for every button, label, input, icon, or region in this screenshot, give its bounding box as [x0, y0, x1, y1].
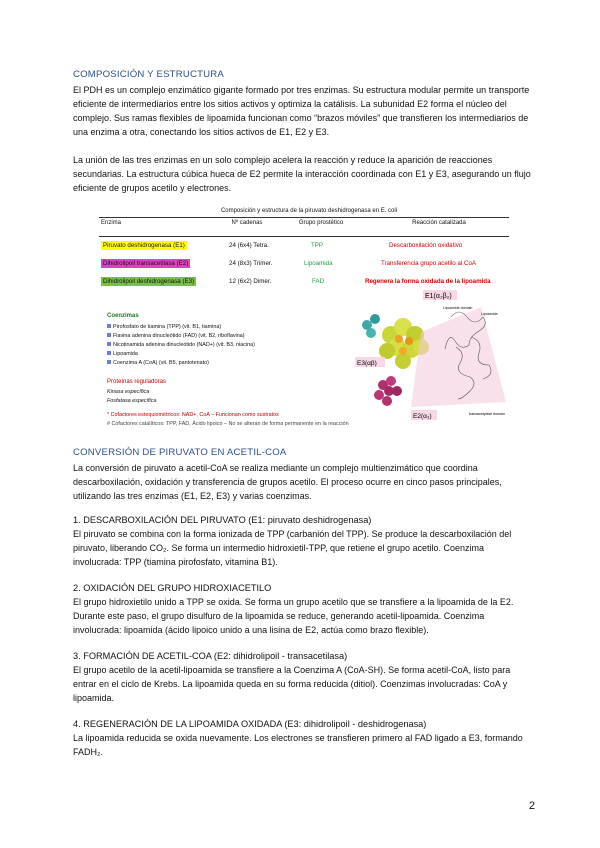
step-title: 1. DESCARBOXILACIÓN DEL PIRUVATO (E1: piruvato deshidrogenasa)	[73, 515, 372, 525]
e3-subunit-spheres	[362, 314, 380, 338]
section-title-composicion: COMPOSICIÓN Y ESTRUCTURA	[73, 69, 225, 80]
table-cell-enzyme: Dihidrolipoil transacetilasa (E2)	[103, 260, 189, 267]
table-cell-reaction: Descarboxilación oxidativo	[389, 242, 463, 249]
bullet-icon	[107, 342, 111, 346]
step-text: El grupo acetilo de la acetil-lipoamida se transfiere a la Coenzima A (CoA-SH). Se forma acetil-CoA, listo para entrar en el ciclo de Krebs. La lipoamida queda en su forma reducida (ditiol). Coenzimas involucradas: CoA y lipoamida.	[73, 665, 511, 703]
e1-label: E1(α₂β₂)	[425, 293, 452, 300]
coenzyme-item: Pirofosfato de tiamina (TPP) (vit. B1, tiamina)	[107, 324, 221, 331]
bullet-icon	[107, 351, 111, 355]
figure-note: # Cofactores catalíticos: TPP, FAD, Ácido lipoico – No se alteran de forma permanente en la reacción	[107, 421, 349, 427]
e2-magenta-spheres	[374, 376, 402, 406]
regulatory-item: Fosfatasa específica	[107, 398, 157, 404]
step-section	[73, 581, 535, 637]
paragraph: La unión de las tres enzimas en un solo complejo acelera la reacción y reduce la aparición de reacciones secundarias. La estructura cúbica hueca de E2 permite la interacción coordinada con E1 y E3, asegurando un flujo eficiente de grupos acetilo y electrones.	[73, 155, 531, 193]
table-cell-chains: 12 (6x2) Dimer.	[229, 278, 272, 285]
step-text: El piruvato se combina con la forma ionizada de TPP (carbanión del TPP). Se produce la descarboxilación del piruvato, liberando CO₂. Se forma un intermedio hidroxietil-TPP, que retiene el grupo acetilo. Coenzima involucrada: TPP (tiamina pirofosfato, vitamina B1).	[73, 529, 512, 567]
table-header: Enzima	[101, 220, 122, 226]
regulatory-item: Kinasa específica	[107, 389, 150, 395]
table-cell-reaction: Transferencia grupo acetilo al CoA	[381, 260, 477, 267]
table-header: Nº cadenas	[231, 220, 263, 226]
figure-title: Composición y estructura de la piruvato deshidrogenasa en E. coli	[220, 208, 398, 214]
coenzyme-item: Coenzima A (CoA) (vit. B5, pantotenato)	[107, 360, 209, 367]
step-section	[73, 717, 535, 759]
table-header: Grupo prostético	[298, 220, 344, 226]
table-cell-chains: 24 (6x4) Tetra.	[229, 242, 269, 249]
step-title: 2. OXIDACIÓN DEL GRUPO HIDROXIACETILO	[73, 583, 272, 593]
table-rule	[99, 236, 509, 237]
step-section	[73, 513, 535, 569]
table-cell-enzyme: Dihidrolipoil deshidrogenasa (E3)	[103, 278, 195, 285]
figure-note: * Cofactores estequiométricos: NAD+, CoA – Funcionan como sustratos	[107, 412, 279, 418]
step-title: 3. FORMACIÓN DE ACETIL-COA (E2: dihidrolipoil - transacetilasa)	[73, 651, 348, 661]
lipoamide-domain-label: Lipoamide domain	[443, 306, 473, 310]
lipoamide-label: Lipoamide	[481, 312, 498, 316]
coenzyme-item: Nicotinamida adenina dinucleótido (NAD+) (vit. B3, niacina)	[107, 342, 255, 349]
transacetylase-label: transacetylase domain	[469, 412, 505, 416]
coenzyme-item: Flavina adenina dinucleótido (FAD) (vit. B2, riboflavina)	[107, 333, 245, 340]
step-text: La lipoamida reducida se oxida nuevamente. Los electrones se transfieren primero al FAD ligado a E3, formando FADH₂.	[73, 733, 523, 757]
step-text: El grupo hidroxietilo unido a TPP se oxida. Se forma un grupo acetilo que se transfiere a la lipoamida de la E2. Durante este paso, el grupo disulfuro de la lipoamida se reduce, generando acetil-lipoamida. Coenzima involucrada: lipoamida (ácido lipoico unido a una lisina de E2, actúa como brazo flexible).	[73, 597, 514, 635]
coenzyme-item: Lipoamida	[107, 351, 138, 358]
pdh-composition-figure	[99, 207, 519, 427]
bullet-icon	[107, 360, 111, 364]
paragraph: La conversión de piruvato a acetil-CoA se realiza mediante un complejo multienzimático que coordina descarboxilación, oxidación y transferencia de grupos acetilo. El proceso ocurre en cinco pasos principales, utilizando las tres enzimas (E1, E2, E3) y varias coenzimas.	[73, 463, 502, 501]
table-rule	[99, 217, 509, 218]
bullet-icon	[107, 333, 111, 337]
section-title-conversion: CONVERSIÓN DE PIRUVATO EN ACETIL-COA	[73, 447, 287, 458]
e2-label: E2(α₃)	[413, 413, 432, 420]
document-page	[73, 68, 535, 771]
table-cell-group: TPP	[311, 242, 324, 249]
pdh-complex-illustration	[351, 287, 511, 422]
regulatory-title: Proteínas reguladoras	[107, 379, 167, 385]
bullet-icon	[107, 324, 111, 328]
table-cell-reaction: Regenera la forma oxidada de la lipoamida	[365, 278, 491, 285]
coenzymes-title: Coenzimas	[107, 313, 139, 319]
table-cell-chains: 24 (8x3) Trimer.	[229, 260, 273, 267]
table-header: Reacción catalizada	[412, 220, 466, 226]
table-cell-enzyme: Piruvato deshidrogenasa (E1)	[103, 242, 185, 249]
page-number: 2	[528, 800, 535, 812]
paragraph: El PDH es un complejo enzimático gigante formado por tres enzimas. Su estructura modular permite un transporte eficiente de intermediarios entre los sitios activos y optimiza la catálisis. La subunidad E2 forma el núcleo del complejo. Sus ramas flexibles de lipoamida funcionan como “brazos móviles” que transfieren los intermediarios de una enzima a otra, conectando los sitios activos de E1, E2 y E3.	[73, 85, 530, 137]
step-title: 4. REGENERACIÓN DE LA LIPOAMIDA OXIDADA (E3: dihidrolipoil - deshidrogenasa)	[73, 719, 427, 729]
table-cell-group: Lipoamida	[304, 260, 333, 267]
e3-label: E3(αβ)	[357, 360, 377, 367]
step-section	[73, 649, 535, 705]
table-cell-group: FAD	[312, 278, 325, 285]
